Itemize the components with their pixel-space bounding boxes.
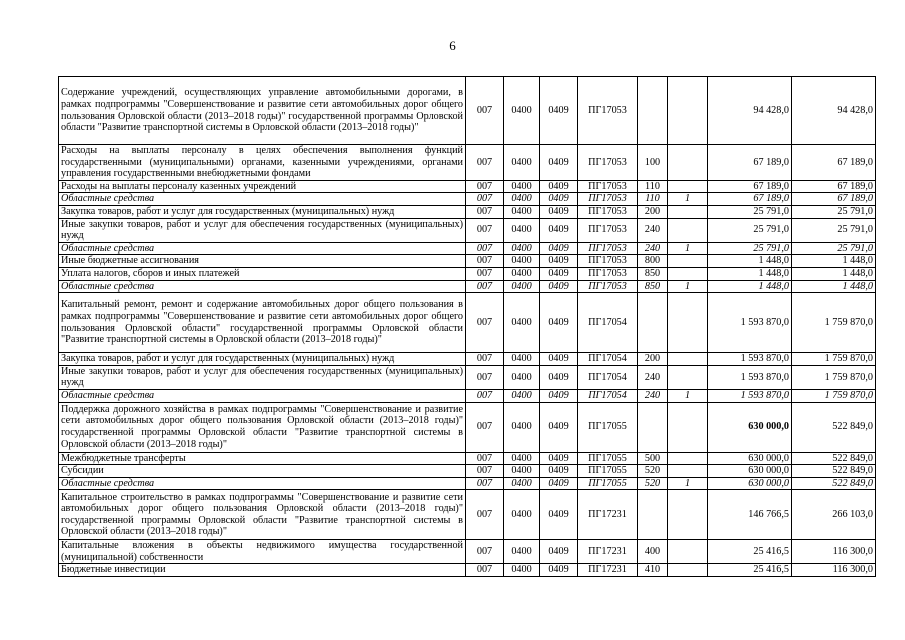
expense-type-code: 850	[638, 280, 668, 293]
table-row	[59, 218, 876, 242]
amount-year-2: 1 448,0	[792, 267, 876, 280]
target-article-code: ПГ17055	[578, 452, 638, 465]
expense-type-code: 850	[638, 267, 668, 280]
amount-year-2: 25 791,0	[792, 205, 876, 218]
expense-type-code: 240	[638, 365, 668, 389]
ministry-code: 007	[466, 205, 504, 218]
table-row	[59, 267, 876, 280]
subsection-code: 0409	[540, 280, 578, 293]
table-row	[59, 77, 876, 145]
amount-year-2: 116 300,0	[792, 540, 876, 564]
section-code: 0400	[504, 490, 540, 540]
funding-source-code	[668, 267, 708, 280]
expense-type-code: 500	[638, 452, 668, 465]
ministry-code: 007	[466, 452, 504, 465]
section-code: 0400	[504, 218, 540, 242]
ministry-code: 007	[466, 564, 504, 577]
amount-year-1: 1 448,0	[708, 255, 792, 268]
row-description: Содержание учреждений, осуществляющих управление автомобильными дорогами, в рамках подпрограммы "Совершенствование и развитие сети автомобильных дорог общего пользования Орловской области (2013–2018 годы)" государственной программы Орловской области "Развитие транспортной системы в Орловской области (2013–2018 годы)"	[59, 77, 466, 145]
funding-source-code: 1	[668, 280, 708, 293]
section-code: 0400	[504, 402, 540, 452]
subsection-code: 0409	[540, 564, 578, 577]
expense-type-code: 240	[638, 242, 668, 255]
subsection-code: 0409	[540, 540, 578, 564]
target-article-code: ПГ17055	[578, 465, 638, 478]
amount-year-1: 630 000,0	[708, 402, 792, 452]
amount-year-2: 67 189,0	[792, 145, 876, 181]
row-description: Поддержка дорожного хозяйства в рамках подпрограммы "Совершенствование и развитие сети автомобильных дорог общего пользования Орловской области (2013–2018 годы)" государственной программы Орловской области "Развитие транспортной системы в Орловской области (2013–2018 годы)"	[59, 402, 466, 452]
ministry-code: 007	[466, 490, 504, 540]
table-row	[59, 402, 876, 452]
expense-type-code: 520	[638, 465, 668, 478]
target-article-code: ПГ17053	[578, 205, 638, 218]
amount-year-1: 1 448,0	[708, 280, 792, 293]
amount-year-2: 67 189,0	[792, 193, 876, 206]
target-article-code: ПГ17053	[578, 77, 638, 145]
subsection-code: 0409	[540, 242, 578, 255]
regional-funds-row	[59, 477, 876, 490]
amount-year-1: 1 593 870,0	[708, 365, 792, 389]
target-article-code: ПГ17231	[578, 540, 638, 564]
ministry-code: 007	[466, 389, 504, 402]
amount-year-2: 67 189,0	[792, 180, 876, 193]
table-row	[59, 365, 876, 389]
target-article-code: ПГ17053	[578, 280, 638, 293]
funding-source-code	[668, 205, 708, 218]
expense-type-code	[638, 293, 668, 353]
funding-source-code	[668, 353, 708, 366]
amount-year-1: 1 593 870,0	[708, 353, 792, 366]
target-article-code: ПГ17053	[578, 218, 638, 242]
row-description: Областные средства	[59, 242, 466, 255]
amount-year-1: 25 416,5	[708, 564, 792, 577]
table-row	[59, 540, 876, 564]
row-description: Расходы на выплаты персоналу в целях обеспечения выполнения функций государственными (муниципальными) органами, казенными учреждениями, органами управления государственными внебюджетными фондами	[59, 145, 466, 181]
target-article-code: ПГ17053	[578, 145, 638, 181]
amount-year-2: 116 300,0	[792, 564, 876, 577]
row-description: Иные закупки товаров, работ и услуг для обеспечения государственных (муниципальных) нужд	[59, 218, 466, 242]
ministry-code: 007	[466, 402, 504, 452]
amount-year-2: 1 759 870,0	[792, 353, 876, 366]
row-description: Уплата налогов, сборов и иных платежей	[59, 267, 466, 280]
funding-source-code: 1	[668, 193, 708, 206]
funding-source-code: 1	[668, 477, 708, 490]
ministry-code: 007	[466, 145, 504, 181]
expense-type-code: 520	[638, 477, 668, 490]
expense-type-code	[638, 402, 668, 452]
subsection-code: 0409	[540, 365, 578, 389]
amount-year-1: 1 593 870,0	[708, 293, 792, 353]
subsection-code: 0409	[540, 77, 578, 145]
row-description: Капитальное строительство в рамках подпрограммы "Совершенствование и развитие сети автомобильных дорог общего пользования Орловской области (2013–2018 годы)" государственной программы Орловской области "Развитие транспортной системы в Орловской области (2013–2018 годы)"	[59, 490, 466, 540]
expense-type-code	[638, 490, 668, 540]
expense-type-code: 410	[638, 564, 668, 577]
amount-year-2: 1 759 870,0	[792, 293, 876, 353]
subsection-code: 0409	[540, 452, 578, 465]
table-row	[59, 452, 876, 465]
row-description: Иные закупки товаров, работ и услуг для обеспечения государственных (муниципальных) нужд	[59, 365, 466, 389]
row-description: Областные средства	[59, 477, 466, 490]
table-row	[59, 255, 876, 268]
ministry-code: 007	[466, 465, 504, 478]
funding-source-code	[668, 77, 708, 145]
target-article-code: ПГ17055	[578, 477, 638, 490]
ministry-code: 007	[466, 353, 504, 366]
section-code: 0400	[504, 267, 540, 280]
amount-year-1: 630 000,0	[708, 477, 792, 490]
section-code: 0400	[504, 477, 540, 490]
section-code: 0400	[504, 389, 540, 402]
ministry-code: 007	[466, 365, 504, 389]
target-article-code: ПГ17231	[578, 564, 638, 577]
amount-year-2: 1 759 870,0	[792, 389, 876, 402]
section-code: 0400	[504, 242, 540, 255]
row-description: Закупка товаров, работ и услуг для государственных (муниципальных) нужд	[59, 205, 466, 218]
subsection-code: 0409	[540, 293, 578, 353]
amount-year-2: 522 849,0	[792, 402, 876, 452]
expense-type-code: 240	[638, 389, 668, 402]
row-description: Субсидии	[59, 465, 466, 478]
ministry-code: 007	[466, 477, 504, 490]
section-code: 0400	[504, 77, 540, 145]
ministry-code: 007	[466, 193, 504, 206]
subsection-code: 0409	[540, 353, 578, 366]
row-description: Иные бюджетные ассигнования	[59, 255, 466, 268]
row-description: Областные средства	[59, 389, 466, 402]
funding-source-code	[668, 293, 708, 353]
funding-source-code	[668, 218, 708, 242]
expense-type-code: 400	[638, 540, 668, 564]
amount-year-1: 25 791,0	[708, 218, 792, 242]
amount-year-1: 25 416,5	[708, 540, 792, 564]
target-article-code: ПГ17053	[578, 180, 638, 193]
amount-year-1: 1 448,0	[708, 267, 792, 280]
subsection-code: 0409	[540, 402, 578, 452]
table-row	[59, 353, 876, 366]
row-description: Межбюджетные трансферты	[59, 452, 466, 465]
amount-year-2: 266 103,0	[792, 490, 876, 540]
budget-table	[58, 76, 876, 577]
funding-source-code	[668, 564, 708, 577]
section-code: 0400	[504, 193, 540, 206]
expense-type-code: 100	[638, 145, 668, 181]
amount-year-2: 522 849,0	[792, 452, 876, 465]
subsection-code: 0409	[540, 389, 578, 402]
expense-type-code: 200	[638, 353, 668, 366]
expense-type-code: 110	[638, 193, 668, 206]
funding-source-code	[668, 255, 708, 268]
funding-source-code	[668, 465, 708, 478]
amount-year-1: 94 428,0	[708, 77, 792, 145]
subsection-code: 0409	[540, 465, 578, 478]
row-description: Областные средства	[59, 280, 466, 293]
amount-year-1: 146 766,5	[708, 490, 792, 540]
section-code: 0400	[504, 205, 540, 218]
subsection-code: 0409	[540, 205, 578, 218]
regional-funds-row	[59, 389, 876, 402]
ministry-code: 007	[466, 77, 504, 145]
table-row	[59, 205, 876, 218]
table-row	[59, 465, 876, 478]
ministry-code: 007	[466, 180, 504, 193]
expense-type-code: 110	[638, 180, 668, 193]
amount-year-2: 94 428,0	[792, 77, 876, 145]
table-body	[59, 77, 876, 577]
funding-source-code: 1	[668, 242, 708, 255]
section-code: 0400	[504, 452, 540, 465]
amount-year-1: 67 189,0	[708, 180, 792, 193]
regional-funds-row	[59, 242, 876, 255]
row-description: Капитальные вложения в объекты недвижимого имущества государственной (муниципальной) собственности	[59, 540, 466, 564]
funding-source-code	[668, 365, 708, 389]
funding-source-code	[668, 402, 708, 452]
amount-year-2: 1 759 870,0	[792, 365, 876, 389]
amount-year-2: 1 448,0	[792, 280, 876, 293]
amount-year-1: 1 593 870,0	[708, 389, 792, 402]
amount-year-1: 25 791,0	[708, 242, 792, 255]
amount-year-1: 630 000,0	[708, 465, 792, 478]
section-code: 0400	[504, 280, 540, 293]
target-article-code: ПГ17231	[578, 490, 638, 540]
funding-source-code	[668, 180, 708, 193]
section-code: 0400	[504, 540, 540, 564]
table-row	[59, 490, 876, 540]
expense-type-code: 800	[638, 255, 668, 268]
ministry-code: 007	[466, 218, 504, 242]
funding-source-code: 1	[668, 389, 708, 402]
funding-source-code	[668, 490, 708, 540]
table-row	[59, 564, 876, 577]
amount-year-2: 522 849,0	[792, 465, 876, 478]
amount-year-2: 25 791,0	[792, 242, 876, 255]
amount-year-2: 25 791,0	[792, 218, 876, 242]
subsection-code: 0409	[540, 193, 578, 206]
section-code: 0400	[504, 293, 540, 353]
table-row	[59, 180, 876, 193]
section-code: 0400	[504, 255, 540, 268]
subsection-code: 0409	[540, 255, 578, 268]
section-code: 0400	[504, 180, 540, 193]
amount-year-1: 67 189,0	[708, 193, 792, 206]
row-description: Бюджетные инвестиции	[59, 564, 466, 577]
target-article-code: ПГ17055	[578, 402, 638, 452]
ministry-code: 007	[466, 293, 504, 353]
subsection-code: 0409	[540, 218, 578, 242]
section-code: 0400	[504, 465, 540, 478]
ministry-code: 007	[466, 242, 504, 255]
table-row	[59, 293, 876, 353]
target-article-code: ПГ17053	[578, 242, 638, 255]
amount-year-2: 522 849,0	[792, 477, 876, 490]
target-article-code: ПГ17054	[578, 293, 638, 353]
funding-source-code	[668, 540, 708, 564]
row-description: Областные средства	[59, 193, 466, 206]
subsection-code: 0409	[540, 477, 578, 490]
target-article-code: ПГ17054	[578, 365, 638, 389]
target-article-code: ПГ17053	[578, 267, 638, 280]
funding-source-code	[668, 145, 708, 181]
target-article-code: ПГ17054	[578, 389, 638, 402]
regional-funds-row	[59, 280, 876, 293]
subsection-code: 0409	[540, 180, 578, 193]
subsection-code: 0409	[540, 145, 578, 181]
expense-type-code: 200	[638, 205, 668, 218]
ministry-code: 007	[466, 540, 504, 564]
subsection-code: 0409	[540, 267, 578, 280]
expense-type-code: 240	[638, 218, 668, 242]
table-row	[59, 145, 876, 181]
section-code: 0400	[504, 145, 540, 181]
amount-year-1: 25 791,0	[708, 205, 792, 218]
funding-source-code	[668, 452, 708, 465]
ministry-code: 007	[466, 280, 504, 293]
regional-funds-row	[59, 193, 876, 206]
row-description: Закупка товаров, работ и услуг для государственных (муниципальных) нужд	[59, 353, 466, 366]
target-article-code: ПГ17053	[578, 193, 638, 206]
ministry-code: 007	[466, 267, 504, 280]
ministry-code: 007	[466, 255, 504, 268]
amount-year-2: 1 448,0	[792, 255, 876, 268]
section-code: 0400	[504, 564, 540, 577]
expense-type-code	[638, 77, 668, 145]
section-code: 0400	[504, 353, 540, 366]
page-number: 6	[449, 38, 456, 53]
row-description: Расходы на выплаты персоналу казенных учреждений	[59, 180, 466, 193]
amount-year-1: 630 000,0	[708, 452, 792, 465]
target-article-code: ПГ17053	[578, 255, 638, 268]
subsection-code: 0409	[540, 490, 578, 540]
amount-year-1: 67 189,0	[708, 145, 792, 181]
row-description: Капитальный ремонт, ремонт и содержание автомобильных дорог общего пользования в рамках подпрограммы "Совершенствование и развитие сети автомобильных дорог общего пользования Орловской области" государственной программы Орловской области "Развитие транспортной системы в Орловской области (2013–2018 годы)"	[59, 293, 466, 353]
target-article-code: ПГ17054	[578, 353, 638, 366]
section-code: 0400	[504, 365, 540, 389]
